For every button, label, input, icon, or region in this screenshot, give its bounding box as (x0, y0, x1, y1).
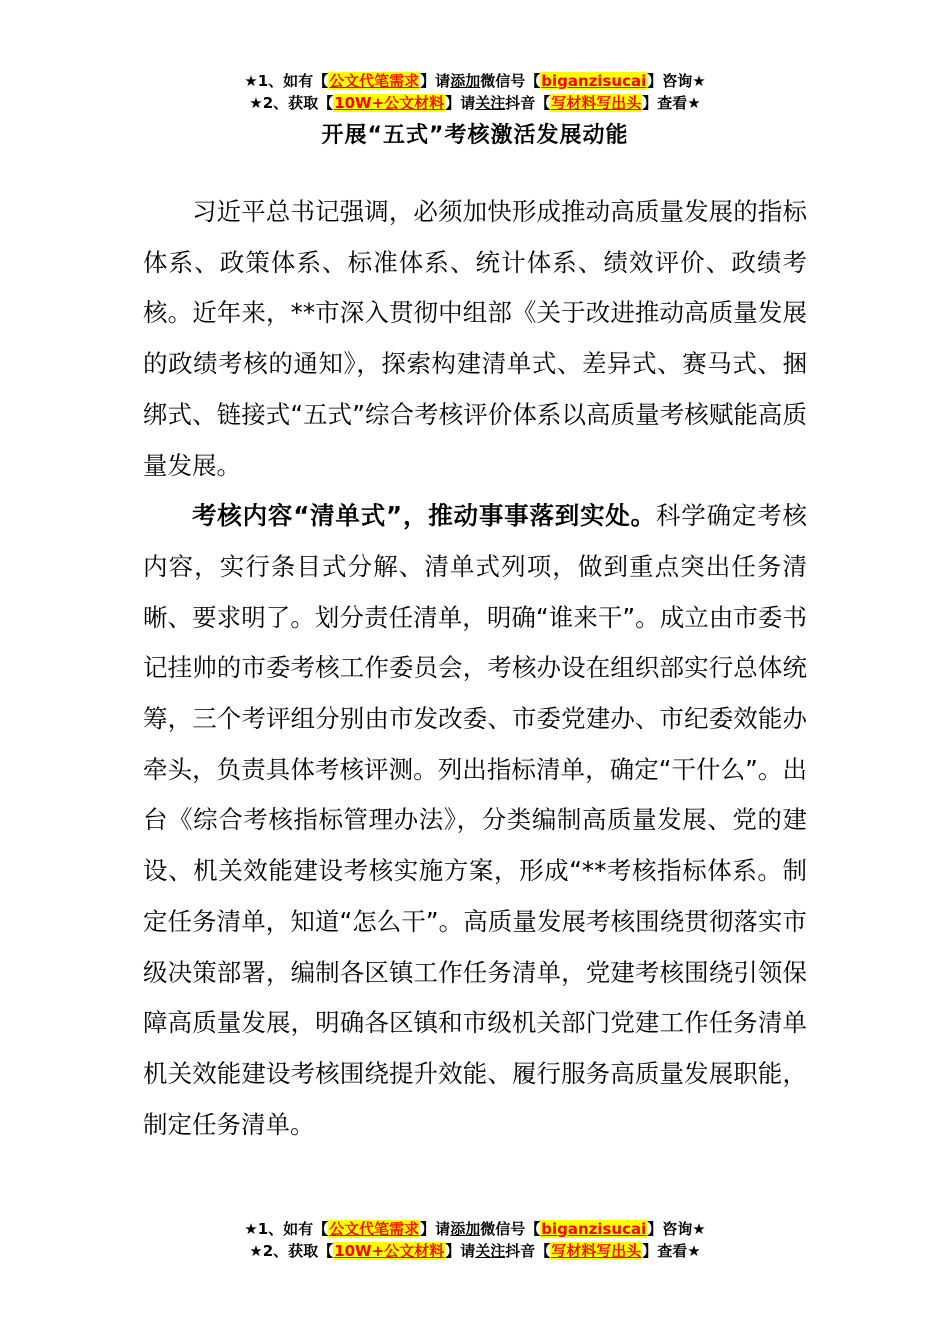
document-title: 开展“五式”考核激活发展动能 (321, 123, 629, 148)
banner-line-1 (0, 70, 950, 92)
banner-text: 抖音【 (505, 94, 551, 112)
banner-highlight: 公文代笔需求 (329, 1220, 420, 1238)
banner-text: 】请 (445, 1242, 476, 1260)
paragraph: 习近平总书记强调，必须加快形成推动高质量发展的指标体系、政策体系、标准体系、统计体系、绩效评价、政绩考核。近年来，**市深入贯彻中组部《关于改进推动高质量发展的政绩考核的通知》，探索构建清单式、差异式、赛马式、捆绑式、链接式“五式”综合考核评价体系以高质量考核赋能高质量发展。 (143, 197, 807, 480)
banner-text: 微信号【 (480, 72, 541, 90)
banner-text: 】请 (420, 1220, 451, 1238)
paragraph (143, 491, 807, 1150)
banner-line-2 (0, 92, 950, 114)
banner-highlight: biganzisucai (541, 1220, 647, 1238)
banner-line-1 (0, 1218, 950, 1240)
banner-text: 】咨询★ (647, 1220, 706, 1238)
banner-text: 】请 (445, 94, 476, 112)
banner-underline: 添加 (450, 72, 481, 90)
banner-highlight: 公文代笔需求 (329, 72, 420, 90)
banner-underline: 关注 (475, 94, 506, 112)
banner-text: ★1、如有【 (244, 1220, 329, 1238)
banner-highlight: 10W+公文材料 (334, 94, 445, 112)
banner-highlight: 10W+公文材料 (334, 1242, 445, 1260)
banner-text: ★1、如有【 (244, 72, 329, 90)
banner-line-2 (0, 1240, 950, 1262)
banner-text: 抖音【 (505, 1242, 551, 1260)
banner-text: ★2、获取【 (249, 94, 334, 112)
banner-underline: 关注 (475, 1242, 506, 1260)
bottom-banner (0, 1218, 950, 1262)
banner-text: 】请 (420, 72, 451, 90)
banner-text: ★2、获取【 (249, 1242, 334, 1260)
top-banner (0, 70, 950, 114)
paragraph-lead: 考核内容“清单式”，推动事事落到实处。 (192, 501, 656, 531)
document-body (143, 187, 807, 1150)
banner-text: 】查看★ (642, 1242, 701, 1260)
paragraph-body: 科学确定考核内容，实行条目式分解、清单式列项，做到重点突出任务清晰、要求明了。划分责任清单，明确“谁来干”。成立由市委书记挂帅的市委考核工作委员会，考核办设在组织部实行总体统筹，三个考评组分别由市发改委、市委党建办、市纪委效能办牵头，负责具体考核评测。列出指标清单，确定“干什么”。出台《综合考核指标管理办法》，分类编制高质量发展、党的建设、机关效能建设考核实施方案，形成“**考核指标体系。制定任务清单，知道“怎么干”。高质量发展考核围绕贯彻落实市级决策部署，编制各区镇工作任务清单，党建考核围绕引领保障高质量发展，明确各区镇和市级机关部门党建工作任务清单机关效能建设考核围绕提升效能、履行服务高质量发展职能，制定任务清单。 (143, 501, 808, 1139)
banner-highlight: 写材料写出头 (551, 1242, 642, 1260)
banner-text: 】查看★ (642, 94, 701, 112)
banner-highlight: biganzisucai (541, 72, 647, 90)
banner-highlight: 写材料写出头 (551, 94, 642, 112)
banner-text: 微信号【 (480, 1220, 541, 1238)
banner-text: 】咨询★ (647, 72, 706, 90)
banner-underline: 添加 (450, 1220, 481, 1238)
